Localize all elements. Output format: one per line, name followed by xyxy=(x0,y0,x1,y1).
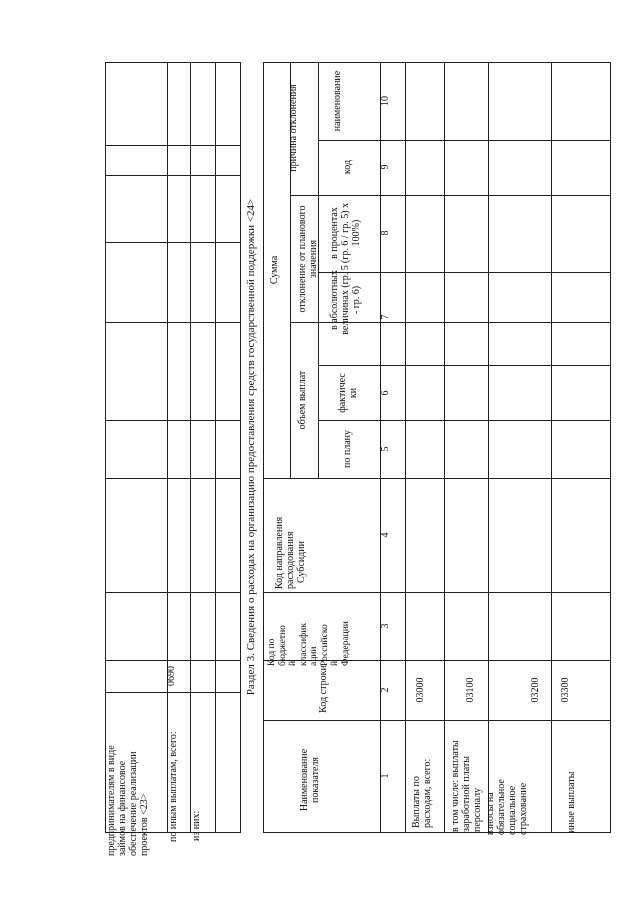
colnum-7 xyxy=(380,307,394,327)
top-table-grid xyxy=(105,592,240,593)
colnum-4 xyxy=(380,525,394,545)
header-row-code-text: Код строки xyxy=(318,665,329,713)
top-row-code-text: 0690 xyxy=(166,666,177,686)
row-3-label xyxy=(485,725,537,835)
row-1-label-line: Выплаты по xyxy=(411,776,422,828)
header-budget-code xyxy=(267,600,355,666)
header-indicator xyxy=(299,730,323,830)
top-row-label-1-line: обеспечение реализации xyxy=(128,751,139,856)
colnum-text: 9 xyxy=(380,164,391,170)
colnum-2 xyxy=(380,680,394,700)
s3-grid xyxy=(444,62,445,833)
header-deviation xyxy=(297,199,321,319)
s3-border-bottom xyxy=(610,62,611,833)
header-by-plan-text: по плану xyxy=(342,430,353,468)
header-budget-line: классифик xyxy=(298,623,309,666)
header-budget-line: Код по xyxy=(267,638,277,666)
row-4-code xyxy=(560,670,574,710)
header-budget-line: й xyxy=(288,660,298,666)
header-reason-code xyxy=(342,147,356,187)
row-4-label-text: иные выплаты xyxy=(566,771,577,833)
colnum-text: 3 xyxy=(380,623,391,629)
header-abs-line: - гр. 6) xyxy=(351,285,362,315)
row-2-label-line: в том числе: выплаты xyxy=(450,740,461,832)
colnum-1 xyxy=(380,766,394,786)
colnum-3 xyxy=(380,616,394,636)
top-row-label-3 xyxy=(191,751,205,841)
s3-grid xyxy=(263,592,610,593)
top-row-label-1-line: предпринимателям в виде xyxy=(106,745,117,856)
top-row-label-2 xyxy=(168,712,182,842)
row-3-label-line: страхование xyxy=(518,782,529,835)
top-row-label-1-line: займов на финансовое xyxy=(117,760,128,856)
header-by-plan xyxy=(342,419,356,479)
s3-grid xyxy=(318,420,610,421)
s3-grid xyxy=(318,365,610,366)
row-3-label-line: взносы на xyxy=(485,792,496,835)
header-reason xyxy=(288,78,302,178)
top-table-grid xyxy=(105,175,240,176)
header-reason-name xyxy=(332,56,346,146)
top-table-grid xyxy=(105,478,240,479)
section-title xyxy=(246,177,260,717)
row-3-label-line: социальное xyxy=(507,785,518,835)
header-direction-line: расходования xyxy=(285,531,296,589)
s3-grid xyxy=(263,478,610,479)
top-table-grid xyxy=(190,62,191,833)
header-budget-line: Российско xyxy=(319,624,330,666)
s3-grid xyxy=(263,720,610,721)
colnum-text: 1 xyxy=(380,773,391,779)
colnum-5 xyxy=(380,439,394,459)
header-payments-volume-text: объем выплат xyxy=(297,370,308,430)
row-4-label xyxy=(566,723,580,833)
header-actual xyxy=(337,368,361,418)
header-budget-line: й xyxy=(330,660,340,666)
top-row-label-3-text: из них: xyxy=(191,810,202,841)
s3-border-top xyxy=(263,62,264,833)
header-deviation-pct xyxy=(329,188,365,278)
top-row-label-2-text: по иным выплатам, всего: xyxy=(168,731,179,842)
row-1-label xyxy=(411,728,437,828)
header-abs-line: в абсолютных xyxy=(329,270,340,330)
colnum-text: 5 xyxy=(380,446,391,452)
section-title-text: Раздел 3. Сведения о расходах на организацию предоставления средств государственной поддержки <24> xyxy=(245,198,257,696)
row-2-code-text: 03100 xyxy=(465,677,476,703)
header-budget-line: бюджетно xyxy=(277,625,288,666)
top-table-grid xyxy=(105,322,240,323)
colnum-9 xyxy=(380,157,394,177)
header-indicator-line: Наименование xyxy=(299,748,310,812)
row-2-label xyxy=(450,712,490,832)
header-actual-line: фактичес xyxy=(337,373,348,413)
header-abs-line: величинах (гр. 5 xyxy=(340,265,351,335)
s3-border-left xyxy=(263,832,610,833)
s3-grid xyxy=(551,62,552,833)
colnum-text: 10 xyxy=(380,96,391,106)
colnum-text: 6 xyxy=(380,390,391,396)
header-direction-line: Субсидии xyxy=(296,541,307,583)
colnum-text: 8 xyxy=(380,230,391,236)
top-row-code xyxy=(166,656,180,696)
header-sum-text: Сумма xyxy=(269,255,280,285)
header-pct-line: в процентах xyxy=(329,207,340,259)
row-3-code-text: 03200 xyxy=(530,677,541,703)
colnum-8 xyxy=(380,223,394,243)
colnum-6 xyxy=(380,383,394,403)
header-actual-line: ки xyxy=(348,387,359,399)
row-3-label-line: обязательное xyxy=(496,779,507,835)
row-2-label-line: заработной платы xyxy=(461,756,472,832)
top-row-label-1 xyxy=(106,696,166,856)
top-table-grid xyxy=(105,420,240,421)
header-reason-text: причина отклонения xyxy=(288,84,299,172)
s3-border-right xyxy=(263,62,610,63)
row-1-code-text: 03000 xyxy=(415,677,426,703)
top-table-grid xyxy=(215,62,216,833)
header-reason-name-text: наименование xyxy=(332,70,343,132)
header-deviation-line: отклонение от планового xyxy=(297,205,308,313)
header-row-code xyxy=(318,659,332,719)
row-4-code-text: 03300 xyxy=(560,677,571,703)
row-1-code xyxy=(415,670,429,710)
header-reason-code-text: код xyxy=(342,159,353,175)
header-deviation-line: значения xyxy=(308,239,319,279)
top-table-grid xyxy=(105,145,240,146)
row-1-label-line: расходам, всего: xyxy=(422,758,433,828)
s3-grid xyxy=(318,140,610,141)
header-budget-line: ации xyxy=(309,646,319,666)
header-direction-code xyxy=(274,479,308,589)
s3-grid xyxy=(405,62,406,833)
row-3-code xyxy=(530,670,544,710)
header-pct-line: 100%) xyxy=(351,219,362,247)
colnum-text: 2 xyxy=(380,687,391,693)
header-budget-line: Федерации xyxy=(340,621,351,666)
header-indicator-line: показателя xyxy=(310,756,321,804)
top-table-grid xyxy=(105,242,240,243)
header-direction-line: Код направления xyxy=(274,516,285,589)
header-payments-volume xyxy=(297,360,311,440)
top-table-grid xyxy=(240,62,241,833)
row-2-code xyxy=(465,670,479,710)
row-2-label-line: персоналу xyxy=(472,787,483,832)
top-table-border-top xyxy=(105,62,240,63)
top-row-label-1-line: проектов <23> xyxy=(139,793,150,856)
colnum-text: 7 xyxy=(380,314,391,320)
header-pct-line: (гр. 6 / гр. 5) x xyxy=(340,202,351,264)
header-sum xyxy=(269,240,283,300)
colnum-10 xyxy=(380,91,394,111)
colnum-text: 4 xyxy=(380,532,391,538)
